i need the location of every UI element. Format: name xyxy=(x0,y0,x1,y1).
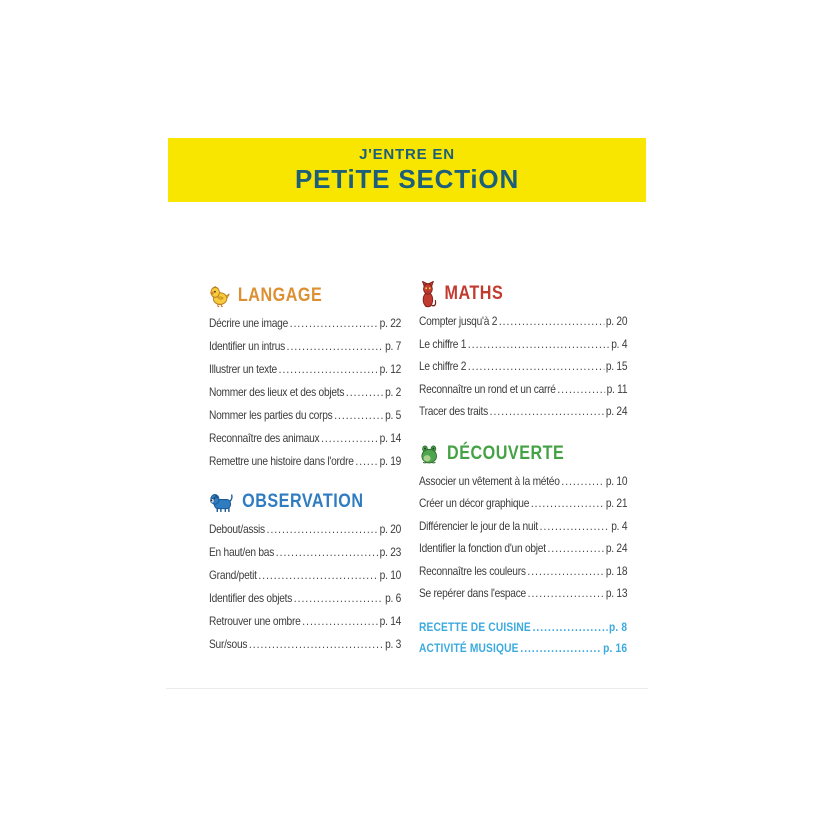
toc-item-label: Différencier le jour de la nuit xyxy=(419,518,538,533)
toc-item-page: p. 11 xyxy=(606,381,628,396)
dot-leader xyxy=(279,358,378,381)
toc-item xyxy=(419,355,627,378)
dot-leader xyxy=(528,582,604,605)
toc-item-label: Retrouver une ombre xyxy=(209,614,301,628)
toc-item-page: p. 14 xyxy=(379,431,402,445)
dot-leader xyxy=(276,541,378,564)
toc-item xyxy=(209,312,401,335)
toc-item-label: Nommer les parties du corps xyxy=(209,408,333,422)
toc-item-page: p. 4 xyxy=(611,518,628,533)
toc-item-page: p. 8 xyxy=(608,619,628,634)
toc-item-page: p. 24 xyxy=(605,404,628,418)
toc-item-label: Identifier la fonction d'un objet xyxy=(419,541,546,555)
toc-item-page: p. 19 xyxy=(379,454,402,468)
section-header-maths xyxy=(419,281,627,307)
toc-item xyxy=(419,582,627,605)
toc-item xyxy=(419,515,627,538)
toc-item-page: p. 21 xyxy=(605,496,628,510)
toc-item xyxy=(419,492,627,515)
toc-item-label: Reconnaître des animaux xyxy=(209,431,320,445)
toc-item xyxy=(209,541,401,564)
section-header-langage xyxy=(209,283,401,309)
dog-icon xyxy=(209,492,235,513)
toc-item xyxy=(209,610,401,633)
toc-item xyxy=(419,310,627,333)
toc-item xyxy=(209,381,401,404)
toc-item-label: Nommer des lieux et des objets xyxy=(209,385,345,399)
toc-item-page: p. 10 xyxy=(605,473,628,488)
toc-item xyxy=(419,537,627,560)
dot-leader xyxy=(561,470,604,493)
section-langage xyxy=(209,283,401,473)
dot-leader xyxy=(321,427,378,450)
dot-leader xyxy=(547,537,604,560)
toc-item-label: Illustrer un texte xyxy=(209,362,277,376)
dot-leader xyxy=(258,564,378,587)
toc-column-left xyxy=(209,283,401,656)
toc-item xyxy=(419,470,627,493)
toc-item-label: Tracer des traits xyxy=(419,404,488,418)
extras-list xyxy=(419,617,627,659)
toc-item xyxy=(419,400,627,423)
toc-item-page: p. 14 xyxy=(379,614,402,628)
section-title-decouverte: DÉCOUVERTE xyxy=(447,442,565,464)
page-title: PETiTE SECTiON xyxy=(294,163,520,194)
toc-item-page: p. 22 xyxy=(379,316,402,330)
toc-item-page: p. 20 xyxy=(379,522,402,536)
dot-leader xyxy=(294,587,384,610)
toc-item-label: Créer un décor graphique xyxy=(419,496,530,510)
toc-item-label: Se repérer dans l'espace xyxy=(419,586,526,600)
toc-item-label: Le chiffre 2 xyxy=(419,359,467,373)
dot-leader xyxy=(355,450,378,473)
title-banner xyxy=(168,138,646,202)
chick-icon xyxy=(209,285,230,308)
section-observation xyxy=(209,489,401,656)
toc-item-page: p. 20 xyxy=(605,314,628,328)
toc-item-label: RECETTE DE CUISINE xyxy=(419,619,531,634)
dot-leader xyxy=(557,378,604,401)
dot-leader xyxy=(533,617,608,638)
toc-item-label: Le chiffre 1 xyxy=(419,336,467,351)
frog-icon xyxy=(419,444,439,464)
banner-subtitle: J'ENTRE EN xyxy=(359,145,455,163)
toc-item-activite xyxy=(419,638,627,659)
dot-leader xyxy=(520,638,601,659)
toc-item xyxy=(209,633,401,656)
toc-item-label: Grand/petit xyxy=(209,568,257,582)
toc-item-label: Sur/sous xyxy=(209,637,248,651)
dot-leader xyxy=(531,492,604,515)
toc-item-page: p. 4 xyxy=(611,336,628,351)
toc-item-label: Identifier des objets xyxy=(209,591,293,605)
toc-item xyxy=(209,564,401,587)
page-bottom-edge xyxy=(166,688,648,689)
section-title-maths: MATHS xyxy=(444,283,504,304)
section-title-observation: OBSERVATION xyxy=(242,491,364,512)
toc-item-label: Remettre une histoire dans l'ordre xyxy=(209,454,354,468)
toc-item xyxy=(419,378,627,401)
toc-item-page: p. 16 xyxy=(603,640,628,655)
dot-leader xyxy=(290,312,378,335)
toc-item-page: p. 15 xyxy=(605,359,628,373)
toc-item-label: Reconnaître un rond et un carré xyxy=(419,381,556,396)
toc-item-label: Décrire une image xyxy=(209,316,289,330)
toc-item-label: ACTIVITÉ MUSIQUE xyxy=(419,640,519,655)
toc-item-label: Associer un vêtement à la météo xyxy=(419,473,560,488)
section-title-langage: LANGAGE xyxy=(237,285,323,306)
toc-item-page: p. 23 xyxy=(379,545,402,559)
toc-item-label: Reconnaître les couleurs xyxy=(419,563,526,578)
dot-leader xyxy=(346,381,383,404)
dot-leader xyxy=(287,335,384,358)
dot-leader xyxy=(302,610,378,633)
toc-item-page: p. 5 xyxy=(385,408,402,422)
toc-item-page: p. 13 xyxy=(605,586,628,600)
dot-leader xyxy=(527,560,604,583)
toc-item xyxy=(209,427,401,450)
toc-item-page: p. 24 xyxy=(605,541,628,555)
toc-item-recette xyxy=(419,617,627,638)
cat-icon xyxy=(419,281,437,308)
toc-column-right xyxy=(419,281,627,659)
section-header-observation xyxy=(209,489,401,515)
section-decouverte xyxy=(419,441,627,605)
toc-item xyxy=(209,587,401,610)
toc-item xyxy=(209,518,401,541)
toc-item xyxy=(209,404,401,427)
toc-item xyxy=(209,450,401,473)
toc-item-page: p. 18 xyxy=(605,563,628,578)
dot-leader xyxy=(468,355,604,378)
section-maths xyxy=(419,281,627,423)
toc-item-page: p. 2 xyxy=(385,385,402,399)
toc-item-label: En haut/en bas xyxy=(209,545,275,559)
toc-item-label: Debout/assis xyxy=(209,522,265,536)
dot-leader xyxy=(490,400,604,423)
section-header-decouverte xyxy=(419,441,627,467)
dot-leader xyxy=(468,333,610,356)
toc-item-page: p. 3 xyxy=(385,637,402,651)
toc-item xyxy=(419,333,627,356)
dot-leader xyxy=(334,404,383,427)
dot-leader xyxy=(249,633,383,656)
toc-item xyxy=(209,335,401,358)
dot-leader xyxy=(540,515,610,538)
dot-leader xyxy=(499,310,604,333)
toc-item-page: p. 12 xyxy=(379,362,402,376)
toc-item-page: p. 10 xyxy=(379,568,402,582)
toc-item xyxy=(419,560,627,583)
toc-item-label: Identifier un intrus xyxy=(209,339,285,353)
toc-item-label: Compter jusqu'à 2 xyxy=(419,314,498,328)
dot-leader xyxy=(267,518,378,541)
toc-item-page: p. 6 xyxy=(385,591,402,605)
toc-item xyxy=(209,358,401,381)
toc-item-page: p. 7 xyxy=(385,339,402,353)
